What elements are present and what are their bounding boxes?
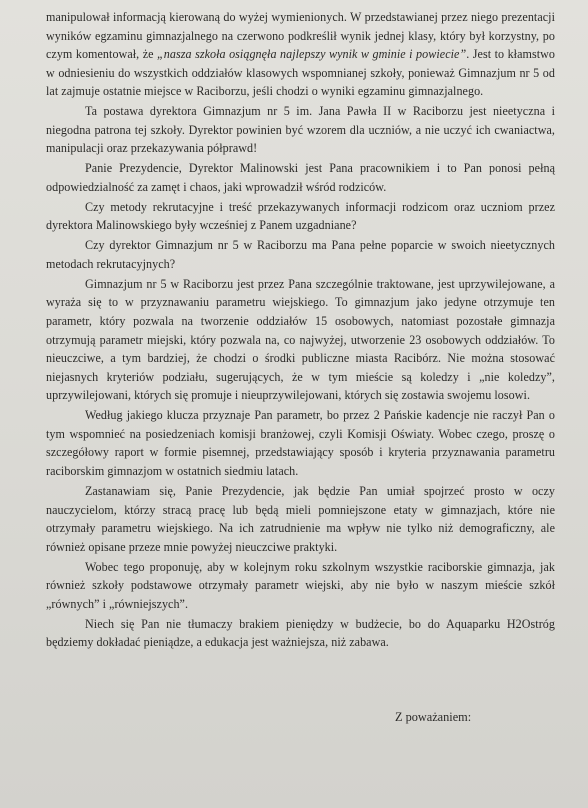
paragraph-10: Niech się Pan nie tłumaczy brakiem pieniędzy w budżecie, bo do Aquaparku H2Ostróg będziemy dokładać pieniądze, a edukacja jest ważniejsza, niż zabawa. [46,616,555,650]
paragraph-1-text-a: manipulował informacją kierowaną do wyżej wymienionych. W przedstawianej przez niego prezentacji wyników egzaminu gimnazjalnego na czerwono podkreślił wynik jednej klasy, który był korzystny, po czym komentował, że [46,10,555,62]
paragraph-1 [46,8,555,101]
paragraph-5: Czy dyrektor Gimnazjum nr 5 w Raciborzu ma Pana pełne poparcie w swoich nieetycznych metodach rekrutacyjnych? [46,238,555,271]
paragraph-6: Gimnazjum nr 5 w Raciborzu jest przez Pana szczególnie traktowane, jest uprzywilejowane, a wyraża się to w przyznawaniu parametru wiejskiego. To gimnazjum jako jedyne otrzymuje ten parametr, który pozwala na tworzenie oddziałów 15 osobowych, natomiast pozostałe gimnazja otrzymują parametr miejski, który pozwala na, co najwyżej, utworzenie 23 osobowych oddziałów. To nieuczciwe, a tym bardziej, że chodzi o środki publiczne miasta Racibórz. Nie można stosować niejasnych kryteriów podziału, sugerujących, że w tym mieście są koledzy i „nie koledzy”, uprzywilejowani, których się promuje i nieuprzywilejowani, których się zostawia swojemu losowi. [46,276,555,403]
paragraph-9: Wobec tego proponuję, aby w kolejnym roku szkolnym wszystkie raciborskie gimnazja, jak również szkoły podstawowe otrzymały parametr wiejski, aby nie było w naszym mieście szkół „równych” i „równiejszych”. [46,559,555,611]
paragraph-2: Ta postawa dyrektora Gimnazjum nr 5 im. Jana Pawła II w Raciborzu jest nieetyczna i niegodna patrona tej szkoły. Dyrektor powinien być wzorem dla uczniów, a nie uczyć ich cwaniactwa, manipulacji oraz przekazywania półprawd! [46,104,555,156]
paragraph-8: Zastanawiam się, Panie Prezydencie, jak będzie Pan umiał spojrzeć prosto w oczy nauczycielom, którzy stracą pracę lub będą mieli pomniejszone etaty w gimnazjach, które nie otrzymały parametru wiejskiego. Na ich zatrudnienie ma wpływ nie tylko niż demograficzny, ale również opisane przeze mnie powyżej nieuczciwe praktyki. [46,483,555,554]
paragraph-4: Czy metody rekrutacyjne i treść przekazywanych informacji rodzicom oraz uczniom przez dyrektora Malinowskiego były wcześniej z Panem uzgadniane? [46,199,555,233]
paragraph-7: Według jakiego klucza przyznaje Pan parametr, bo przez 2 Pańskie kadencje nie raczył Pan o tym wspomnieć na posiedzeniach komisji branżowej, czyli Komisji Oświaty. Wobec czego, proszę o szczegółowy raport w formie pisemnej, przedstawiający sposób i kryteria przyznawania parametru raciborskim gimnazjom w ostatnich siedmiu latach. [46,408,555,479]
closing-salutation: Z poważaniem: [395,710,472,724]
letter-body [46,8,555,653]
quote-best-result: „nasza szkoła osiągnęła najlepszy wynik w gminie i powiecie” [157,47,467,62]
paragraph-3: Panie Prezydencie, Dyrektor Malinowski jest Pana pracownikiem i to Pan ponosi pełną odpowiedzialność za zamęt i chaos, jaki wprowadził wśród rodziców. [46,161,555,194]
paragraph-1-text-b: . Jest to kłamstwo w odniesieniu do wszystkich oddziałów klasowych wspomnianej szkoły, ponieważ Gimnazjum nr 5 od lat zajmuje ostatnie miejsce w Raciborzu, jeśli chodzi o wyniki egzaminu gimnazjalnego. [46,47,556,99]
